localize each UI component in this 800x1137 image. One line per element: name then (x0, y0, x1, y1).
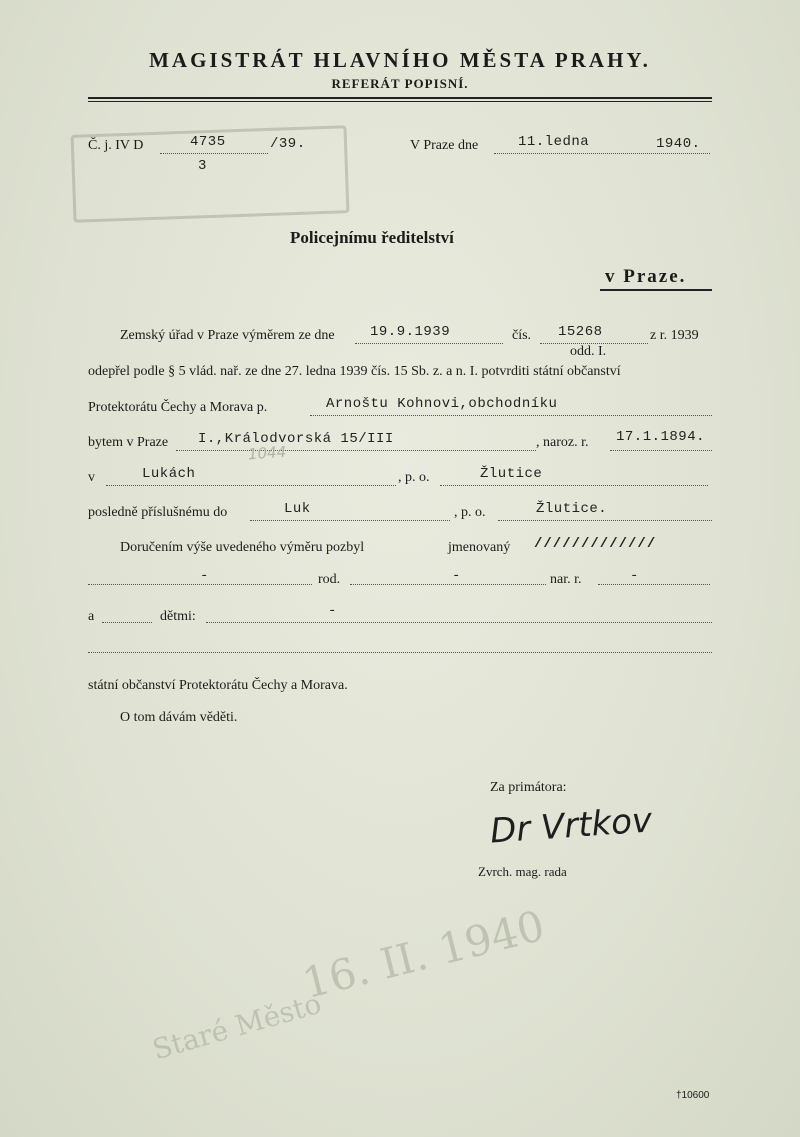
birth-post-office: Žlutice (480, 466, 543, 482)
dots-l4-born (610, 450, 712, 451)
dots-l6-place (250, 520, 450, 521)
body-l1-b: čís. (512, 328, 532, 343)
children-blank: - (328, 603, 337, 619)
form-code: †10600 (676, 1090, 710, 1101)
recipient-line1: Policejnímu ředitelství (290, 228, 454, 247)
body-l10: státní občanství Protektorátu Čechy a Morava. (88, 678, 348, 693)
dots-l9-extra (88, 652, 712, 653)
body-l6-a: posledně příslušnému do (88, 505, 228, 520)
ref-label: Č. j. IV D (88, 138, 144, 153)
body-l1-c: z r. 1939 (650, 328, 699, 343)
body-l4-a: bytem v Praze (88, 435, 169, 450)
ref-dots (160, 153, 268, 154)
ref-suffix: /39. (270, 136, 306, 152)
body-l1-a: Zemský úřad v Praze výměrem ze dne (120, 328, 335, 343)
header-rule-top (88, 97, 712, 99)
stamp-date: 16. II. 1940 (297, 900, 550, 1009)
spouse-birth-blank: - (630, 568, 639, 584)
body-l6-b: , p. o. (454, 505, 486, 520)
ghost-office-stamp (149, 987, 325, 1067)
body-l5-a: v (88, 470, 95, 485)
date-dots (494, 153, 710, 154)
ref-number: 4735 (190, 134, 226, 150)
dots-l6-post (498, 520, 712, 521)
birth-place: Lukách (142, 466, 196, 482)
citizen-address: I.,Králodvorská 15/III (198, 431, 394, 447)
ghost-date-stamp (298, 901, 549, 1008)
body-l3-a: Protektorátu Čechy a Morava p. (88, 400, 268, 415)
office-title: MAGISTRÁT HLAVNÍHO MĚSTA PRAHY. (149, 48, 651, 72)
citizen-name: Arnoštu Kohnovi,obchodníku (326, 396, 558, 412)
signature-for-label: Za primátora: (490, 780, 567, 795)
letter-date: 11.ledna (518, 134, 590, 150)
header-rule-bottom (88, 101, 712, 102)
signature-title: Zvrch. mag. rada (478, 864, 567, 879)
office-subtitle: REFERÁT POPISNÍ. (331, 76, 469, 91)
body-l8-nar: nar. r. (550, 572, 582, 587)
dots-l8-a (88, 584, 312, 585)
stamp-office: Staré Město (148, 986, 325, 1067)
dots-l9-b (206, 622, 712, 623)
body-l7-b: jmenovaný (448, 540, 511, 555)
body-l1-dept: odd. I. (570, 344, 607, 359)
dots-l8-b (350, 584, 546, 585)
domicile-place: Luk (284, 501, 311, 517)
dots-l4-addr (176, 450, 536, 451)
domicile-post-office: Žlutice. (536, 501, 608, 517)
ref-sub: 3 (198, 158, 207, 174)
dots-l1-date (355, 343, 503, 344)
body-l5-b: , p. o. (398, 470, 430, 485)
dots-l9-a (102, 622, 152, 623)
dots-l8-c (598, 584, 710, 585)
dots-l5-post (440, 485, 708, 486)
body-l11: O tom dávám věděti. (120, 710, 238, 725)
spouse-maiden-blank: - (452, 568, 461, 584)
decision-number: 15268 (558, 324, 603, 340)
body-l9-a: a (88, 609, 95, 624)
struck-out-field: ///////////// (534, 536, 657, 552)
dots-l5-place (106, 485, 396, 486)
body-l4-b: , naroz. r. (536, 435, 589, 450)
letter-year: 1940. (656, 136, 701, 152)
body-l2: odepřel podle § 5 vlád. nař. ze dne 27. ledna 1939 čís. 15 Sb. z. a n. I. potvrditi státní občanství (88, 364, 621, 379)
body-l9-b: dětmi: (160, 609, 196, 624)
body-l8-rod: rod. (318, 572, 341, 587)
recipient-underline (600, 289, 712, 291)
dots-l3 (310, 415, 712, 416)
margin-note: 1044 (247, 442, 287, 464)
body-l7-a: Doručením výše uvedeného výměru pozbyl (120, 540, 365, 555)
citizen-birth: 17.1.1894. (616, 429, 706, 445)
decision-date: 19.9.1939 (370, 324, 451, 340)
date-label: V Praze dne (410, 138, 479, 153)
handwritten-signature: Dr Vrtkov (488, 800, 654, 852)
recipient-line2: v Praze. (605, 266, 687, 287)
spouse-name-blank: - (200, 568, 209, 584)
